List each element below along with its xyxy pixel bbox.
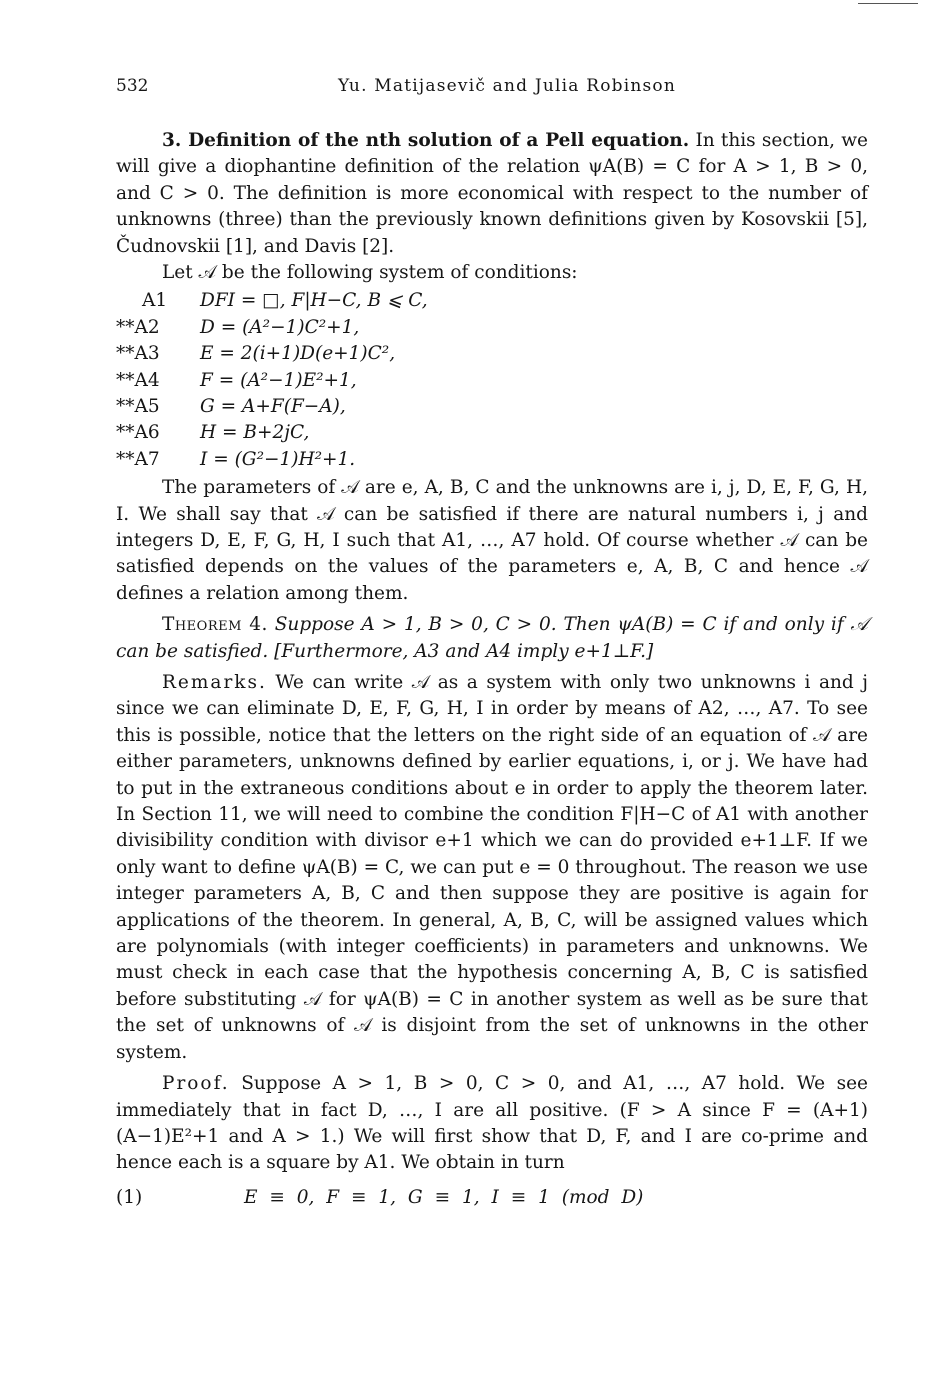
proof-label: Proof. [162, 1073, 230, 1095]
condition-equation: E = 2(i+1)D(e+1)C², [200, 343, 396, 365]
condition-row [116, 315, 868, 341]
conditions-list [116, 288, 868, 473]
condition-label: **A5 [116, 396, 160, 417]
remarks-label: Remarks. [162, 672, 267, 694]
condition-label: A1 [142, 290, 168, 312]
theorem-label: Theorem 4. [162, 614, 268, 636]
condition-row [116, 447, 868, 473]
condition-label: **A7 [116, 448, 160, 470]
condition-row [116, 420, 868, 446]
condition-row [116, 288, 868, 314]
condition-equation: D = (A²−1)C²+1, [200, 316, 360, 338]
condition-equation: I = (G²−1)H²+1. [200, 448, 356, 470]
condition-equation: G = A+F(F−A), [200, 396, 346, 417]
condition-equation: DFI = □, F|H−C, B ⩽ C, [200, 290, 428, 312]
equation-body: E ≡ 0, F ≡ 1, G ≡ 1, I ≡ 1 (mod D) [244, 1186, 644, 1208]
theorem-paragraph [116, 612, 868, 665]
page-number: 532 [116, 76, 149, 96]
proof-text: Suppose A > 1, B > 0, C > 0, and A1, …, A7 hold. We see immediately that in fact D, …, I are all positive. (F > A since F = (A+1)(A−1)E²+1 and A > 1.) We will first show that D, F, and I are co-prime and hence each is a square by A1. We obtain in turn [116, 1073, 868, 1174]
theorem-statement: Suppose A > 1, B > 0, C > 0. Then ψA(B) = C if and only if 𝒜 can be satisfied. [Furthermore, A3 and A4 imply e+1⊥F.] [116, 614, 868, 662]
condition-label: **A3 [116, 343, 160, 365]
remarks-text: We can write 𝒜 as a system with only two unknowns i and j since we can eliminate D, E, F, G, H, I in order by means of A2, …, A7. To see this is possible, notice that the letters on the right side of an equation of 𝒜 are either parameters, unknowns defined by earlier equations, i, or j. We have had to put in the extraneous conditions about e in order to apply the theorem later. In Section 11, we will need to combine the condition F|H−C of A1 with another divisibility condition with divisor e+1 which we can do provided e+1⊥F. If we only want to define ψA(B) = C, we can put e = 0 throughout. The reason we use integer parameters A, B, C and then suppose they are positive is again for applications of the theorem. In general, A, B, C, will be assigned values which are polynomials (with integer coefficients) in parameters and unknowns. We must check in each case that the hypothesis concerning A, B, C is satisfied before substituting 𝒜 for ψA(B) = C in another system as well as be sure that the set of unknowns of 𝒜 is disjoint from the set of unknowns in the other system. [116, 672, 869, 1063]
proof-paragraph [116, 1071, 868, 1177]
body-text [116, 128, 868, 1213]
condition-row [116, 368, 868, 394]
condition-equation: F = (A²−1)E²+1, [200, 369, 357, 391]
condition-label: **A2 [116, 316, 160, 338]
parameters-paragraph: The parameters of 𝒜 are e, A, B, C and the unknowns are i, j, D, E, F, G, H, I. We shall say that 𝒜 can be satisfied if there are natural numbers i, j and integers D, E, F, G, H, I such that A1, …, A7 hold. Of course whether 𝒜 can be satisfied depends on the values of the parameters e, A, B, C and hence 𝒜 defines a relation among them. [116, 477, 868, 604]
remarks-paragraph [116, 670, 868, 1066]
let-line: Let 𝒜 be the following system of conditions: [162, 262, 578, 284]
condition-row [116, 341, 868, 367]
section-intro: In this section, we will give a diophantine definition of the relation ψA(B) = C for A > 1, B > 0, and C > 0. The definition is more economical with respect to the number of unknowns (three) than the previously known definitions given by Kosovskii [5], Čudnovskii [1], and Davis [2]. [116, 130, 869, 257]
section-intro-paragraph [116, 128, 868, 260]
condition-row [116, 394, 868, 420]
condition-equation: H = B+2jC, [200, 422, 310, 444]
section-title: 3. Definition of the nth solution of a Pell equation. [162, 130, 690, 151]
condition-label: **A4 [116, 369, 160, 391]
equation-1 [116, 1185, 868, 1213]
running-head: Yu. Matijasevič and Julia Robinson [337, 76, 677, 96]
top-rule [858, 3, 918, 4]
condition-label: **A6 [116, 422, 160, 444]
equation-number: (1) [116, 1186, 143, 1208]
page-header [116, 76, 868, 98]
